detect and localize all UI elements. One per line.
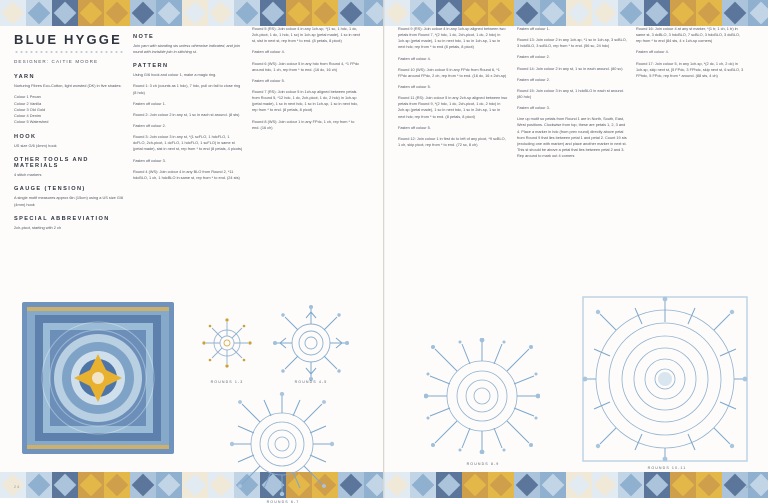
round-step: Fasten off colour 4. — [252, 50, 285, 55]
round-step: Round 1: 3 ch (counts as 1 hdc), 7 hdc, pull on fail to close ring (8 hdc) — [133, 84, 241, 95]
pattern-column-3 — [398, 26, 508, 164]
round-step: Round 9 (RS): Join colour 4 in any 1ch-sp aligned between two petals from Round 7, *(2 hdc, 1 dc, 2ch-picot, 1 dc, 2 hdc) in 1ch-sp (petal made), 1 sc in next hdc, 1 sc in 1ch-sp, 1 sc in next hdc; rep from * to end (8 petals, 8 picot) — [398, 27, 506, 50]
round-step: Fasten off colour 2. — [133, 123, 166, 128]
caption-rounds-4-5: ROUNDS 4-5 — [294, 380, 328, 384]
caption-rounds-10-11: ROUNDS 10-11 — [647, 466, 687, 470]
crochet-square-photo — [22, 302, 174, 454]
chart-rounds-4-5 — [272, 304, 350, 387]
title-rule — [14, 50, 124, 54]
round-step: Fasten off colour 4. — [636, 50, 669, 55]
round-step: Round 12: Join colour 1 in first dc to left of any picot, *9 scBLO, 1 ch, skip picot, rep from * to end. (72 sc, 8 ch) — [398, 136, 506, 147]
chart-rounds-1-3 — [196, 312, 258, 379]
round-step: Fasten off colour 3. — [517, 106, 550, 111]
chart-rounds-4-5-svg — [272, 304, 350, 382]
chart-rounds-1-3-svg — [196, 312, 258, 374]
round-step: Fasten off colour 1. — [517, 27, 550, 31]
pattern-column-2 — [252, 26, 362, 236]
section-heading-tools: OTHER TOOLS AND MATERIALS — [14, 156, 89, 169]
round-step: Round 7 (RS): Join colour 5 in 1ch-sp aligned between petals from Round 5, *12 hdc, 1 dc, 2ch-picot, 1 dc, 2 hdc) in 1ch-sp (petal made), 1 sc in next hdc, 1 sc in 1ch-sp, 1 sc in next hdc, rep from * to end. (8 petals, 8 picot) — [252, 89, 359, 113]
section-heading-abbreviation: SPECIAL ABBREVIATION — [14, 215, 110, 222]
chart-rounds-8-9-svg — [424, 338, 540, 454]
chart-rounds-6-7-svg — [230, 392, 334, 496]
chart-rounds-10-11-svg — [580, 294, 750, 464]
round-step: Fasten off colour 2. — [517, 55, 550, 60]
section-heading-note: NOTE — [133, 34, 155, 40]
round-step: Round 16: Join colour 4 at any st marker, *(1 tr, 1 ch, 1 tr) in same st, 3 dcBLO, 3 hdcBLO, 7 scBLO, 3 hdcBLO, 3 dcBLO, rep from * to end (84 sts, 4 x 1ch-sp corners) — [636, 27, 741, 44]
abbreviation-text: 2ch-picot, starting with 2 ch — [14, 224, 62, 230]
round-step: Round 15: Join colour 3 in any st, 1 hdcBLO in each st around. (80 hdc) — [517, 88, 624, 99]
designer-credit: DESIGNER: CAITIE MOORE — [14, 59, 99, 64]
section-heading-hook: HOOK — [14, 133, 37, 140]
chart-rounds-6-7 — [230, 392, 334, 501]
note-text: Join yarn with standing sts unless otherwise indicated, and join round with invisible join in stitching st. — [133, 44, 240, 55]
round-step: Fasten off colour 5. — [398, 84, 431, 89]
pattern-column-4 — [517, 26, 627, 164]
round-step: Round 3: Join colour 3 in any st, *(1 scFLO, 1 hdcFLO, 1 dcFLO, 2ch-picot, 1 dcFLO, 1 hdcFLO, 1 scFLO) in same st (petal made), sist in next st, rep from * to end (8 petals, 4 picots) — [133, 135, 243, 152]
round-step: Round 2: Join colour 2 in any st, 1 sc in each st around. (8 sts) — [133, 112, 240, 117]
caption-rounds-6-7: ROUNDS 6-7 — [266, 500, 300, 504]
round-step: Fasten off colour 5. — [398, 125, 431, 130]
chart-rounds-8-9 — [424, 338, 540, 459]
round-step: Line up motif so petals from Round 1 are in North, South, East, West positions. Clockwise from top, these are petals 1, 2, 3 and 4. Place a marker in hdc (from prev round) directly above petal from Round 9 that lies between petal 1 and petal 2. Count 19 sts (excluding one with marker) and place another marker in next st. This st should be above a petal that lies between petal 2 and 3. Rep around to mark out 4 corners — [517, 117, 627, 159]
book-gutter — [383, 0, 385, 498]
pattern-column-5 — [636, 26, 746, 164]
list-item: Colour 3 Old Gold — [14, 106, 46, 112]
gauge-text: A single motif measures approx 6in (15cm) using a US size G/6 (4mm) hook — [14, 195, 124, 207]
crochet-square-svg — [22, 302, 174, 454]
left-motif-area — [0, 272, 383, 504]
yarn-intro: Nurturing Fibres Eco-Cotton, light worsted (DK) in five shades: — [14, 83, 122, 88]
round-step: Fasten off colour 5. — [252, 78, 285, 83]
section-heading-yarn: YARN — [14, 74, 35, 80]
list-item: Colour 1 Pecan — [14, 94, 41, 100]
list-item: Colour 5 Watershed — [14, 119, 49, 125]
caption-rounds-1-3: ROUNDS 1-3 — [210, 380, 244, 384]
hook-text: US size G/6 (4mm) hook — [14, 142, 57, 148]
page-number-left: 24 — [14, 485, 21, 489]
right-motif-area — [384, 272, 768, 498]
round-step: Round 8 (WS): Join colour 1 in any FPdc, 1 ch, rep from * to end. (16 ch) — [252, 119, 355, 130]
round-step: Round 11 (RS): Join colour 5 in any 2ch-sp aligned between two petals from Round 9, *(2 hdc, 1 dc, 2ch-picot, 1 dc, 2 hdc) in 2ch-sp (petal made), 1 sc in next hdc, 1 sc in 2ch-sp, 1 sc in next hdc; rep from * to end. (8 petals, 8 picot) — [398, 96, 508, 119]
pattern-column-1 — [133, 26, 243, 236]
round-step: Round 17: Join colour 5, in any 1ch-sp, *(2 dc, 1 ch, 2 dc) in 1ch-sp, skip next st, [5 FPdc, 3 FPhdc, skip next st, 6 scBLO, 3 FPhdc, 5 FPdc, rep from * around. (88 sts, 4 ch) — [636, 61, 744, 78]
page-title: BLUE HYGGE — [14, 32, 122, 47]
tools-text: 4 stitch markers — [14, 171, 42, 177]
page-number-right: 25 — [745, 485, 752, 489]
list-item: Colour 2 Vanilla — [14, 100, 42, 106]
section-heading-pattern: PATTERN — [133, 63, 169, 70]
round-step: Fasten off colour 2. — [517, 77, 550, 82]
yarn-colour-list — [14, 94, 124, 125]
pattern-intro: Using G/6 hook and colour 1, make a magic ring. — [133, 73, 217, 78]
section-heading-gauge: GAUGE (TENSION) — [14, 186, 86, 193]
round-step: Round 10 (WS): Join colour 5 in any FPdc from Round 6, *1 FPdc around FPdc, 2 ch, rep from * to end. (16 dc, 16 x 2ch-sp) — [398, 67, 507, 78]
chart-rounds-10-11 — [580, 294, 750, 469]
right-page — [384, 0, 768, 498]
round-step: Fasten off colour 4. — [398, 56, 431, 61]
round-step: Round 5 (RS): Join colour 4 in any 1ch-sp, *(1 sc, 1 hdc, 1 dc, 2ch-picot, 1 dc, 1 hdc, 1 sc) in 1ch-sp (petal made), 1 sc in next st, sist in next st, rep from * to end. (8 petals, 8 picot) — [252, 27, 360, 44]
round-step: Round 14: Join colour 2 in any st, 1 sc in each around. (80 sc) — [517, 66, 623, 71]
round-step: Round 13: Join colour 2 in any 1ch-sp, *1 sc in 1ch-sp, 3 scBLO, 3 hdcBLO, 3 scBLO, rep from * to end. (56 sc, 24 hdc) — [517, 38, 627, 49]
caption-rounds-8-9: ROUNDS 8-9 — [466, 462, 500, 466]
round-step: Fasten off colour 1. — [133, 101, 166, 106]
round-step: Round 4 (WS): Join colour 4 in any BLO from Round 2, *11 hdcBLO, 1 ch, 1 hdcBLO in same st, rep from * to end. (24 sts) — [133, 169, 240, 180]
round-step: Fasten off colour 3. — [133, 158, 166, 163]
round-step: Round 6 (WS): Join colour 5 in any hdc from Round 4, *1 FPdc around hdc, 1 ch, rep from * to end. (16 dc, 16 ch) — [252, 61, 360, 72]
list-item: Colour 4 Denim — [14, 113, 42, 119]
info-column — [14, 26, 124, 236]
